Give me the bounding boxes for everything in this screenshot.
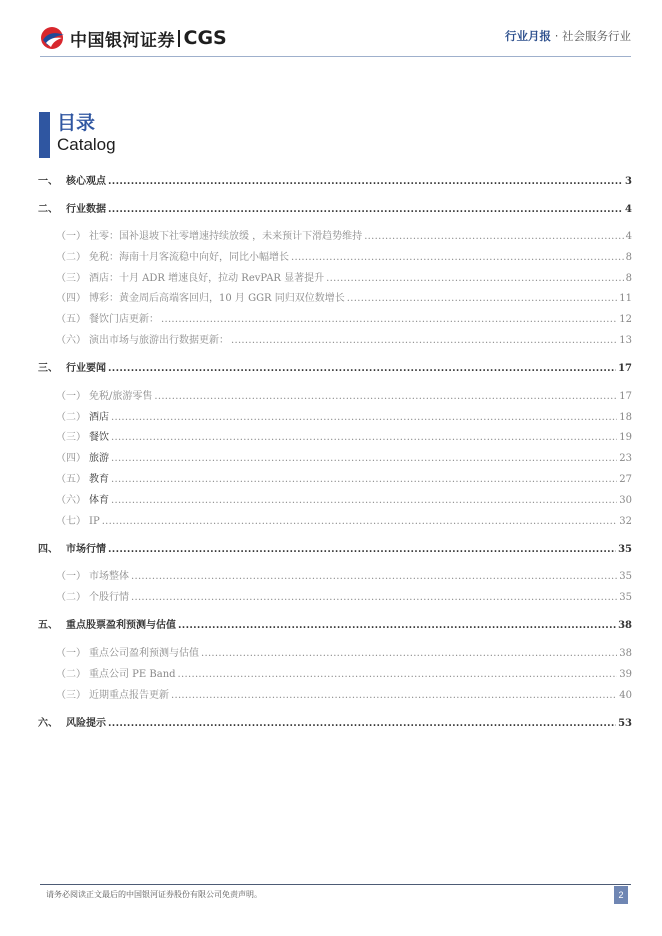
toc-section-title: 市场行情 <box>66 543 106 555</box>
toc-subsection-title: 旅游 <box>89 453 109 465</box>
toc-subsection-title: 博彩：黄金周后高端客回归，10 月 GGR 同归双位数增长 <box>89 293 345 305</box>
toc-page-number: 38 <box>619 647 632 659</box>
title-accent-bar <box>39 112 50 158</box>
toc-leader-dots <box>108 363 616 374</box>
cgs-logo-icon <box>40 26 66 50</box>
toc-subsection-item[interactable] <box>38 491 632 512</box>
toc-section-title: 行业要闻 <box>66 363 106 375</box>
toc-subsection-item[interactable] <box>38 331 632 352</box>
toc-page-number: 39 <box>619 668 632 680</box>
toc-leader-dots <box>178 669 618 680</box>
toc-subsection-title: 教育 <box>89 473 109 485</box>
toc-subsection-title: 近期重点报告更新 <box>89 689 169 701</box>
toc-section-title: 行业数据 <box>66 203 106 215</box>
toc-spacer <box>38 532 632 540</box>
toc-subsection-item[interactable] <box>38 470 632 491</box>
toc-section-5[interactable] <box>38 616 632 636</box>
toc-page-number: 27 <box>619 473 632 485</box>
toc-subsection-title: 演出市场与旅游出行数据更新： <box>89 334 229 346</box>
toc-section-title: 重点股票盈利预测与估值 <box>66 620 176 632</box>
toc-spacer <box>38 609 632 617</box>
toc-subsection-item[interactable] <box>38 248 632 269</box>
toc-page-number: 35 <box>618 543 632 555</box>
page-number: 2 <box>614 886 628 904</box>
toc-page-number: 12 <box>619 314 632 326</box>
toc-leader-dots <box>154 391 617 402</box>
toc-spacer <box>38 734 632 742</box>
toc-subsection-title: 酒店：十月 ADR 增速良好，拉动 RevPAR 显著提升 <box>89 272 325 284</box>
report-category <box>505 28 631 44</box>
toc-page-number: 13 <box>619 334 632 346</box>
toc-leader-dots <box>102 516 618 527</box>
toc-section-4[interactable] <box>38 540 632 560</box>
toc-subsection-title: 重点公司 PE Band <box>89 668 176 680</box>
toc-subsection-item[interactable] <box>38 269 632 290</box>
toc-leader-dots <box>201 648 617 659</box>
toc-leader-dots <box>111 432 617 443</box>
toc-subsection-title: 市场整体 <box>89 571 129 583</box>
toc-subsection-title: 餐饮门店更新： <box>89 314 159 326</box>
toc-section-1[interactable] <box>38 172 632 192</box>
toc-section-number: 二、 <box>38 203 58 215</box>
header-divider <box>40 56 631 57</box>
toc-spacer <box>38 560 632 568</box>
toc-page-number: 8 <box>625 251 632 263</box>
toc-subsection-number: （五） <box>56 473 86 485</box>
toc-subsection-number: （一） <box>56 390 86 402</box>
toc-page-number: 40 <box>619 689 632 701</box>
toc-subsection-number: （二） <box>56 668 86 680</box>
toc-page-number: 30 <box>619 494 632 506</box>
toc-section-2[interactable] <box>38 200 632 220</box>
brand-logo <box>40 26 227 50</box>
brand-divider <box>178 30 180 47</box>
toc-subsection-item[interactable] <box>38 227 632 248</box>
toc-subsection-number: （一） <box>56 231 86 242</box>
toc-page-number: 3 <box>625 176 632 187</box>
toc-subsection-item[interactable] <box>38 686 632 707</box>
toc-subsection-item[interactable] <box>38 310 632 331</box>
toc-leader-dots <box>108 204 623 215</box>
report-sector: 社会服务行业 <box>562 29 631 43</box>
toc-subsection-number: （二） <box>56 411 86 423</box>
toc-subsection-title: 免税：海南十月客流稳中向好，同比小幅增长 <box>89 251 289 263</box>
toc-subsection-number: （六） <box>56 334 86 346</box>
brand-name-cn: 中国银河证券 <box>70 30 175 51</box>
toc-section-number: 四、 <box>38 543 58 555</box>
toc-subsection-item[interactable] <box>38 512 632 533</box>
toc-subsection-number: （七） <box>56 515 86 527</box>
toc-subsection-title: 体育 <box>89 494 109 506</box>
toc-spacer <box>38 192 632 200</box>
toc-subsection-title: 重点公司盈利预测与估值 <box>89 647 199 659</box>
toc-subsection-item[interactable] <box>38 408 632 429</box>
toc-page-number: 38 <box>618 620 632 632</box>
toc-page-number: 53 <box>618 717 632 729</box>
toc-leader-dots <box>111 453 617 464</box>
toc-section-title: 风险提示 <box>66 717 106 729</box>
page-title: 目录 <box>57 112 96 134</box>
report-type: 行业月报 <box>505 29 552 43</box>
toc-spacer <box>38 706 632 714</box>
toc-page-number: 8 <box>625 272 632 284</box>
toc-leader-dots <box>161 314 617 325</box>
toc-subsection-item[interactable] <box>38 449 632 470</box>
page-subtitle: Catalog <box>57 135 116 154</box>
toc-subsection-title: 酒店 <box>89 411 109 423</box>
toc-subsection-number: （三） <box>56 272 86 284</box>
toc-spacer <box>38 352 632 360</box>
toc-section-number: 三、 <box>38 363 58 375</box>
toc-subsection-number: （二） <box>56 592 86 604</box>
toc-subsection-number: （四） <box>56 453 86 465</box>
toc-leader-dots <box>111 412 617 423</box>
toc-subsection-title: 免税/旅游零售 <box>89 390 153 402</box>
footer-disclaimer: 请务必阅读正文最后的中国银河证券股份有限公司免责声明。 <box>46 890 262 899</box>
toc-subsection-number: （五） <box>56 314 86 326</box>
toc-leader-dots <box>111 474 617 485</box>
toc-subsection-title: 餐饮 <box>89 432 109 444</box>
toc-page-number: 18 <box>619 411 632 423</box>
toc-subsection-item[interactable] <box>38 428 632 449</box>
toc-spacer <box>38 379 632 387</box>
toc-leader-dots <box>131 592 617 603</box>
toc-subsection-number: （四） <box>56 293 86 305</box>
toc-subsection-item[interactable] <box>38 644 632 665</box>
toc-page-number: 4 <box>625 231 632 242</box>
footer-divider <box>40 884 631 885</box>
toc-leader-dots <box>108 176 623 187</box>
toc-subsection-number: （三） <box>56 432 86 444</box>
toc-page-number: 23 <box>619 453 632 465</box>
toc-section-number: 五、 <box>38 620 58 632</box>
toc-subsection-number: （一） <box>56 571 86 583</box>
table-of-contents <box>38 172 632 741</box>
toc-page-number: 35 <box>619 571 632 583</box>
toc-leader-dots <box>108 718 616 729</box>
toc-subsection-item[interactable] <box>38 567 632 588</box>
toc-page-number: 17 <box>618 363 632 375</box>
toc-leader-dots <box>108 544 616 555</box>
toc-leader-dots <box>111 495 617 506</box>
toc-page-number: 19 <box>619 432 632 444</box>
toc-section-6[interactable] <box>38 714 632 734</box>
toc-subsection-item[interactable] <box>38 665 632 686</box>
toc-leader-dots <box>178 620 616 631</box>
toc-section-number: 一、 <box>38 176 58 187</box>
toc-page-number: 11 <box>619 293 632 305</box>
toc-leader-dots <box>291 252 624 263</box>
toc-subsection-item[interactable] <box>38 387 632 408</box>
toc-subsection-title: 社零：国补退坡下社零增速持续放缓 ，未来预计下滑趋势维持 <box>89 231 363 242</box>
toc-subsection-number: （三） <box>56 689 86 701</box>
toc-subsection-title: 个股行情 <box>89 592 129 604</box>
toc-leader-dots <box>171 690 617 701</box>
toc-leader-dots <box>131 571 617 582</box>
toc-page-number: 17 <box>619 390 632 402</box>
toc-subsection-item[interactable] <box>38 289 632 310</box>
toc-subsection-number: （一） <box>56 647 86 659</box>
toc-section-title: 核心观点 <box>66 176 106 187</box>
toc-section-number: 六、 <box>38 717 58 729</box>
toc-subsection-number: （六） <box>56 494 86 506</box>
toc-subsection-title: IP <box>89 515 100 527</box>
toc-page-number: 4 <box>625 203 632 215</box>
toc-page-number: 35 <box>619 592 632 604</box>
toc-leader-dots <box>326 273 623 284</box>
header-separator: · <box>554 29 559 43</box>
toc-spacer <box>38 220 632 228</box>
toc-leader-dots <box>347 293 617 304</box>
toc-section-3[interactable] <box>38 359 632 379</box>
toc-spacer <box>38 636 632 644</box>
brand-name-en: CGS <box>183 27 227 49</box>
toc-leader-dots <box>231 335 617 346</box>
toc-subsection-item[interactable] <box>38 588 632 609</box>
toc-subsection-number: （二） <box>56 251 86 263</box>
toc-leader-dots <box>364 231 623 242</box>
toc-page-number: 32 <box>619 515 632 527</box>
